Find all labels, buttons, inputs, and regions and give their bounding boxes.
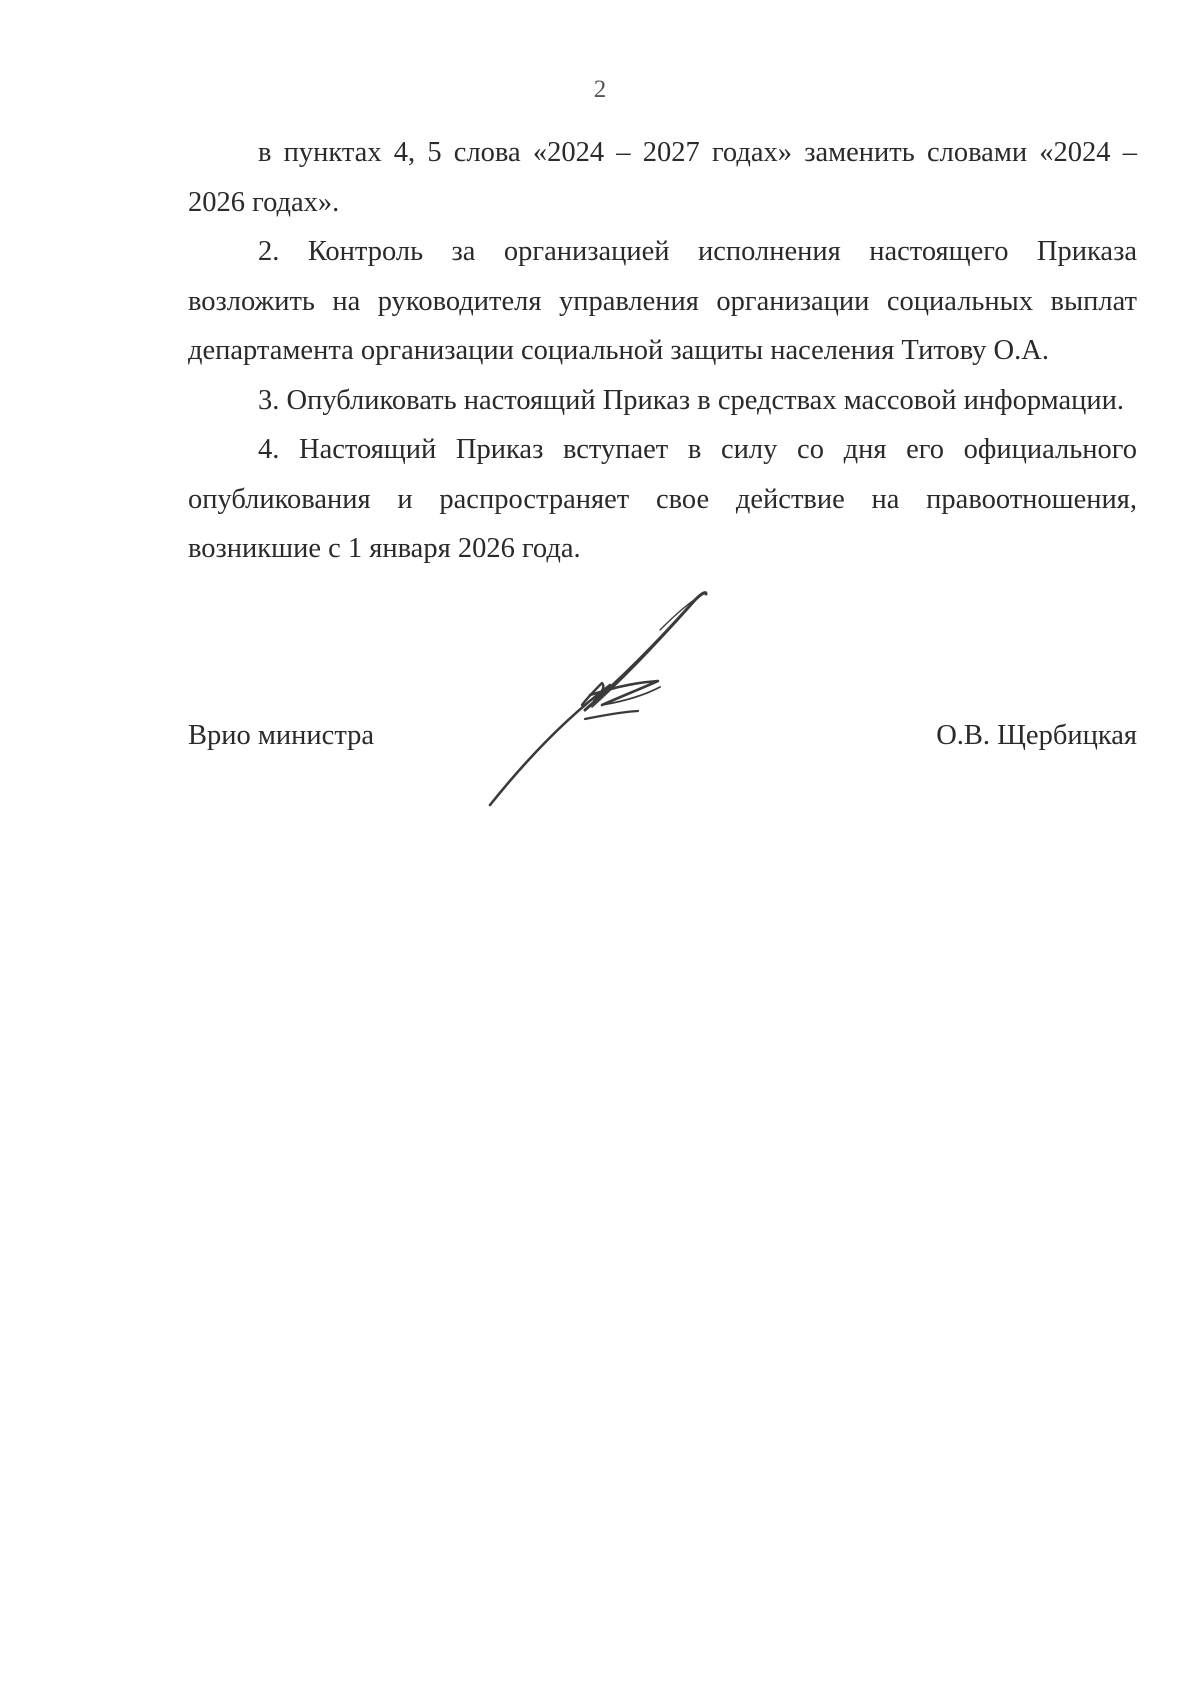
signatory-name: О.В. Щербицкая — [936, 720, 1137, 751]
paragraph-amendment: в пунктах 4, 5 слова «2024 – 2027 годах» заменить словами «2024 – 2026 годах». — [188, 137, 1137, 218]
paragraph-effective-date: 4. Настоящий Приказ вступает в силу со дня его официального опубликования и распространяет свое действие на правоотношения, возникшие с 1 января 2026 года. — [188, 434, 1137, 564]
signatory-title: Врио министра — [188, 720, 375, 751]
handwritten-signature — [470, 585, 770, 815]
paragraph-publish: 3. Опубликовать настоящий Приказ в средствах массовой информации. — [258, 384, 1125, 416]
paragraph-control: 2. Контроль за организацией исполнения настоящего Приказа возложить на руководителя управления организации социальных выплат департамента организации социальной защиты населения Титову О.А. — [188, 236, 1137, 366]
page-number: 2 — [593, 76, 607, 103]
document-body — [188, 128, 1137, 574]
signature-block — [188, 720, 1137, 770]
